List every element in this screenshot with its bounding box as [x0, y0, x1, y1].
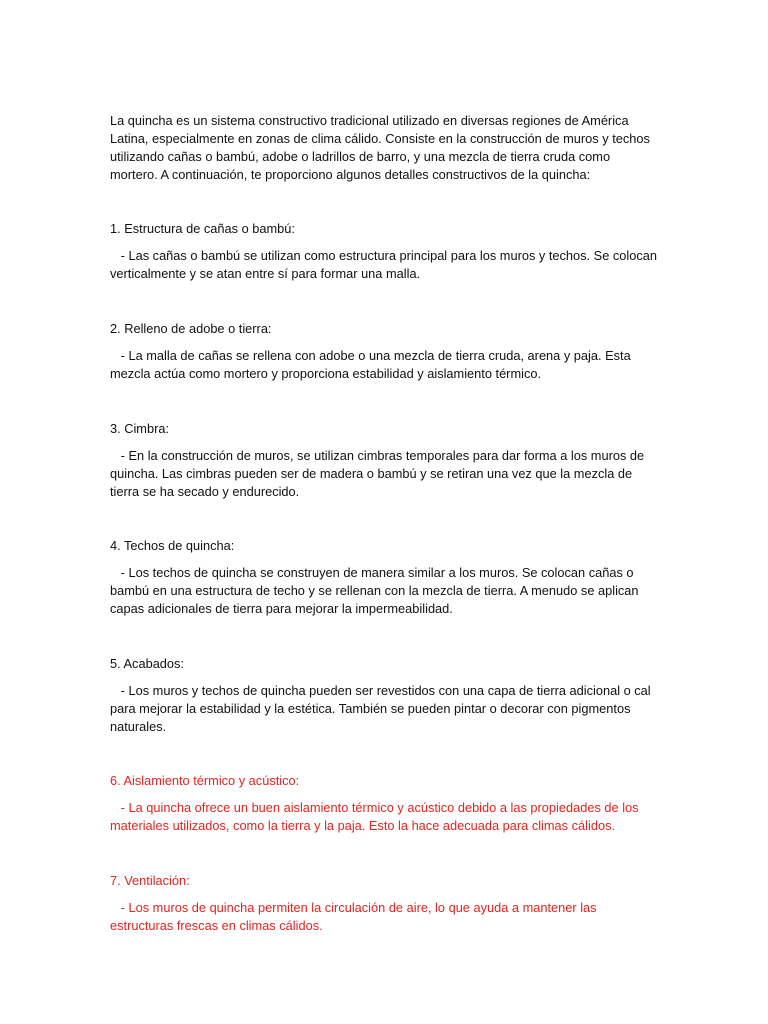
section-body-line: mezcla actúa como mortero y proporciona estabilidad y aislamiento térmico.: [110, 366, 542, 381]
section-body-line: - La malla de cañas se rellena con adobe o una mezcla de tierra cruda, arena y paja. Esta: [110, 348, 631, 363]
section-5-body: [110, 682, 666, 736]
section-body-line: - Las cañas o bambú se utilizan como estructura principal para los muros y techos. Se colocan: [110, 248, 657, 263]
section-3-body: [110, 447, 666, 501]
section-body-line: tierra se ha secado y endurecido.: [110, 484, 300, 499]
section-4-heading: 4. Techos de quincha:: [110, 538, 235, 553]
section-body-line: estructuras frescas en climas cálidos.: [110, 918, 323, 933]
intro-line: Latina, especialmente en zonas de clima cálido. Consiste en la construcción de muros y techos: [110, 131, 650, 146]
section-6-heading: 6. Aislamiento térmico y acústico:: [110, 773, 300, 788]
intro-line: utilizando cañas o bambú, adobe o ladrillos de barro, y una mezcla de tierra cruda como: [110, 149, 611, 164]
section-body-line: - Los muros y techos de quincha pueden ser revestidos con una capa de tierra adicional o cal: [110, 683, 651, 698]
section-body-line: - La quincha ofrece un buen aislamiento térmico y acústico debido a las propiedades de los: [110, 800, 639, 815]
section-body-line: capas adicionales de tierra para mejorar la impermeabilidad.: [110, 601, 453, 616]
section-7-heading: 7. Ventilación:: [110, 873, 190, 888]
section-body-line: - Los techos de quincha se construyen de manera similar a los muros. Se colocan cañas o: [110, 565, 634, 580]
section-body-line: para mejorar la estabilidad y la estética. También se pueden pintar o decorar con pigmentos: [110, 701, 631, 716]
intro-line: La quincha es un sistema constructivo tradicional utilizado en diversas regiones de América: [110, 113, 629, 128]
intro-line: mortero. A continuación, te proporciono algunos detalles constructivos de la quincha:: [110, 167, 591, 182]
section-body-line: naturales.: [110, 719, 167, 734]
section-7-body: [110, 899, 666, 935]
section-2-body: [110, 347, 666, 383]
section-4-body: [110, 564, 666, 618]
section-3-heading: 3. Cimbra:: [110, 421, 170, 436]
section-6-body: [110, 799, 666, 835]
section-body-line: materiales utilizados, como la tierra y la paja. Esto la hace adecuada para climas cálidos.: [110, 818, 616, 833]
section-body-line: bambú en una estructura de techo y se rellenan con la mezcla de tierra. A menudo se aplican: [110, 583, 639, 598]
section-body-line: verticalmente y se atan entre sí para formar una malla.: [110, 266, 421, 281]
section-2-heading: 2. Relleno de adobe o tierra:: [110, 321, 272, 336]
section-1-body: [110, 247, 666, 283]
section-5-heading: 5. Acabados:: [110, 656, 184, 671]
section-body-line: - En la construcción de muros, se utilizan cimbras temporales para dar forma a los muros de: [110, 448, 645, 463]
section-body-line: - Los muros de quincha permiten la circulación de aire, lo que ayuda a mantener las: [110, 900, 597, 915]
section-body-line: quincha. Las cimbras pueden ser de madera o bambú y se retiran una vez que la mezcla de: [110, 466, 633, 481]
section-1-heading: 1. Estructura de cañas o bambú:: [110, 221, 295, 236]
intro-paragraph: [110, 112, 666, 184]
